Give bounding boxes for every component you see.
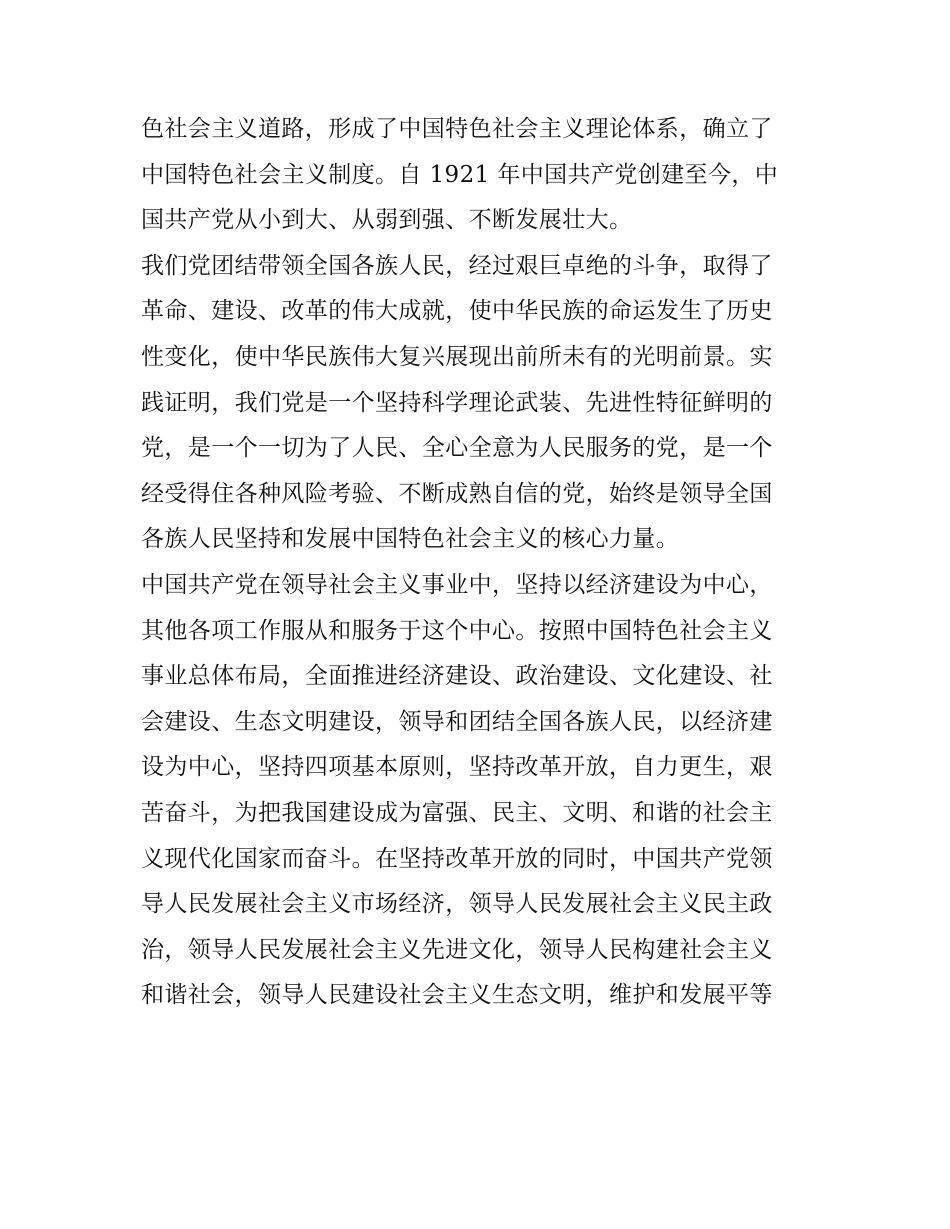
- text-line: 事业总体布局，全面推进经济建设、政治建设、文化建设、社: [141, 663, 773, 690]
- text-line: 其他各项工作服从和服务于这个中心。按照中国特色社会主义: [141, 617, 773, 644]
- text-line: 治，领导人民发展社会主义先进文化，领导人民构建社会主义: [141, 936, 773, 963]
- text-line: 践证明，我们党是一个坚持科学理论武装、先进性特征鲜明的: [141, 389, 773, 416]
- body-text: [141, 107, 811, 1019]
- text-line: 导人民发展社会主义市场经济，领导人民发展社会主义民主政: [141, 891, 773, 918]
- text-line: 中国共产党在领导社会主义事业中，坚持以经济建设为中心，: [141, 571, 773, 598]
- text-line: 我们党团结带领全国各族人民，经过艰巨卓绝的斗争，取得了: [141, 252, 773, 279]
- text-line: 会建设、生态文明建设，领导和团结全国各族人民，以经济建: [141, 708, 773, 735]
- text-line: 革命、建设、改革的伟大成就，使中华民族的命运发生了历史: [141, 298, 773, 325]
- text-line: 苦奋斗，为把我国建设成为富强、民主、文明、和谐的社会主: [141, 799, 773, 826]
- text-line: 经受得住各种风险考验、不断成熟自信的党，始终是领导全国: [141, 480, 773, 507]
- text-line: 和谐社会，领导人民建设社会主义生态文明，维护和发展平等: [141, 982, 773, 1009]
- text-line: 党，是一个一切为了人民、全心全意为人民服务的党，是一个: [141, 435, 773, 462]
- text-line: 性变化，使中华民族伟大复兴展现出前所未有的光明前景。实: [141, 343, 773, 370]
- text-line: 中国特色社会主义制度。自 1921 年中国共产党创建至今，中: [141, 161, 779, 188]
- text-line: 义现代化国家而奋斗。在坚持改革开放的同时，中国共产党领: [141, 845, 773, 872]
- text-line: 各族人民坚持和发展中国特色社会主义的核心力量。: [141, 526, 680, 553]
- text-line: 国共产党从小到大、从弱到强、不断发展壮大。: [141, 207, 633, 234]
- text-line: 设为中心，坚持四项基本原则，坚持改革开放，自力更生，艰: [141, 754, 773, 781]
- text-line: 色社会主义道路，形成了中国特色社会主义理论体系，确立了: [141, 116, 773, 142]
